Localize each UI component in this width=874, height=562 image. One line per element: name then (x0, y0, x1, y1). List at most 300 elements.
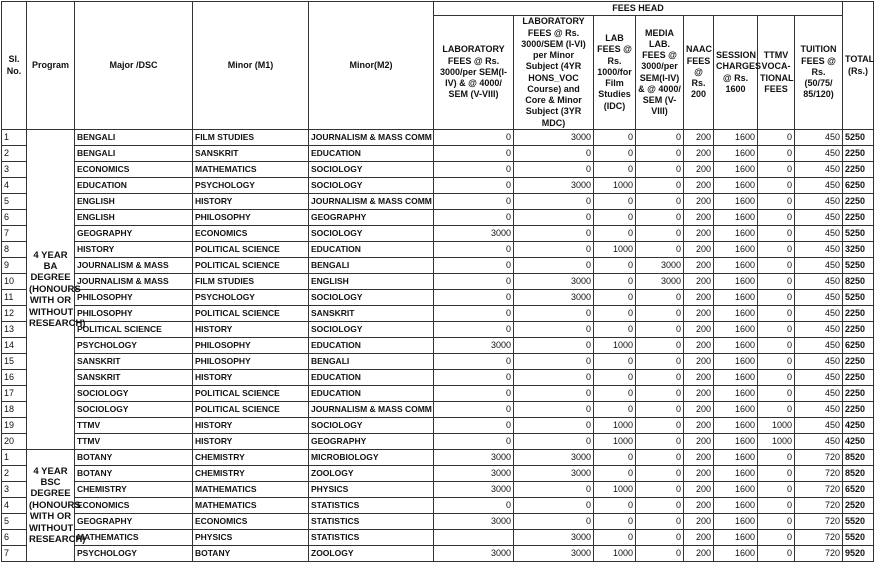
media-lab-fees-cell: 0 (636, 338, 684, 354)
total-cell: 2250 (843, 194, 874, 210)
session-charges-cell: 1600 (714, 162, 758, 178)
film-lab-fees-cell: 0 (594, 370, 636, 386)
table-row (2, 514, 874, 530)
major-cell: PSYCHOLOGY (75, 338, 193, 354)
total-cell: 5250 (843, 226, 874, 242)
film-lab-fees-cell: 1000 (594, 418, 636, 434)
media-lab-fees-cell: 0 (636, 290, 684, 306)
minor-lab-fees-cell: 0 (514, 370, 594, 386)
serial-number: 15 (2, 354, 27, 370)
film-lab-fees-cell: 1000 (594, 178, 636, 194)
media-lab-fees-cell: 3000 (636, 274, 684, 290)
media-lab-fees-cell: 0 (636, 402, 684, 418)
minor1-cell: PSYCHOLOGY (193, 178, 309, 194)
tuition-fees-cell: 450 (795, 162, 843, 178)
naac-fees-cell: 200 (684, 498, 714, 514)
film-lab-fees-cell: 0 (594, 274, 636, 290)
header-total: TOTAL (Rs.) (843, 2, 874, 130)
naac-fees-cell: 200 (684, 370, 714, 386)
minor1-cell: FILM STUDIES (193, 130, 309, 146)
minor-lab-fees-cell: 0 (514, 242, 594, 258)
major-cell: MATHEMATICS (75, 530, 193, 546)
ttmv-fees-cell: 0 (758, 162, 795, 178)
media-lab-fees-cell: 0 (636, 434, 684, 450)
minor1-cell: POLITICAL SCIENCE (193, 258, 309, 274)
serial-number: 20 (2, 434, 27, 450)
tuition-fees-cell: 450 (795, 354, 843, 370)
lab-fees-cell: 3000 (434, 482, 514, 498)
minor1-cell: FILM STUDIES (193, 274, 309, 290)
header-major: Major /DSC (75, 2, 193, 130)
film-lab-fees-cell: 0 (594, 322, 636, 338)
total-cell: 4250 (843, 418, 874, 434)
major-cell: POLITICAL SCIENCE (75, 322, 193, 338)
lab-fees-cell: 0 (434, 386, 514, 402)
minor-lab-fees-cell: 0 (514, 162, 594, 178)
minor1-cell: PHILOSOPHY (193, 210, 309, 226)
minor2-cell: JOURNALISM & MASS COMM (309, 402, 434, 418)
lab-fees-cell (434, 530, 514, 546)
major-cell: TTMV (75, 434, 193, 450)
naac-fees-cell: 200 (684, 274, 714, 290)
naac-fees-cell: 200 (684, 546, 714, 562)
media-lab-fees-cell: 0 (636, 370, 684, 386)
naac-fees-cell: 200 (684, 146, 714, 162)
serial-number: 3 (2, 162, 27, 178)
ttmv-fees-cell: 0 (758, 274, 795, 290)
film-lab-fees-cell: 0 (594, 226, 636, 242)
ttmv-fees-cell: 0 (758, 130, 795, 146)
minor2-cell: EDUCATION (309, 370, 434, 386)
ttmv-fees-cell: 0 (758, 354, 795, 370)
minor2-cell: JOURNALISM & MASS COMM (309, 130, 434, 146)
table-row (2, 146, 874, 162)
lab-fees-cell: 3000 (434, 466, 514, 482)
film-lab-fees-cell: 0 (594, 514, 636, 530)
ttmv-fees-cell: 0 (758, 290, 795, 306)
serial-number: 7 (2, 546, 27, 562)
table-row (2, 450, 874, 466)
lab-fees-cell: 0 (434, 210, 514, 226)
session-charges-cell: 1600 (714, 498, 758, 514)
tuition-fees-cell: 450 (795, 306, 843, 322)
minor2-cell: ENGLISH (309, 274, 434, 290)
minor-lab-fees-cell: 0 (514, 418, 594, 434)
minor1-cell: ECONOMICS (193, 226, 309, 242)
ttmv-fees-cell: 0 (758, 146, 795, 162)
film-lab-fees-cell: 0 (594, 258, 636, 274)
session-charges-cell: 1600 (714, 450, 758, 466)
major-cell: GEOGRAPHY (75, 514, 193, 530)
minor2-cell: SOCIOLOGY (309, 322, 434, 338)
tuition-fees-cell: 450 (795, 386, 843, 402)
serial-number: 1 (2, 130, 27, 146)
minor1-cell: HISTORY (193, 418, 309, 434)
total-cell: 9520 (843, 546, 874, 562)
minor-lab-fees-cell: 0 (514, 386, 594, 402)
minor2-cell: EDUCATION (309, 146, 434, 162)
minor1-cell: POLITICAL SCIENCE (193, 306, 309, 322)
tuition-fees-cell: 450 (795, 370, 843, 386)
minor1-cell: PHYSICS (193, 530, 309, 546)
major-cell: EDUCATION (75, 178, 193, 194)
minor1-cell: CHEMISTRY (193, 466, 309, 482)
table-row (2, 354, 874, 370)
film-lab-fees-cell: 0 (594, 194, 636, 210)
tuition-fees-cell: 450 (795, 226, 843, 242)
minor-lab-fees-cell: 3000 (514, 466, 594, 482)
major-cell: ECONOMICS (75, 498, 193, 514)
serial-number: 7 (2, 226, 27, 242)
major-cell: SANSKRIT (75, 354, 193, 370)
minor-lab-fees-cell: 0 (514, 402, 594, 418)
film-lab-fees-cell: 1000 (594, 338, 636, 354)
minor1-cell: CHEMISTRY (193, 450, 309, 466)
table-row (2, 482, 874, 498)
lab-fees-cell: 0 (434, 402, 514, 418)
serial-number: 6 (2, 530, 27, 546)
minor2-cell: SANSKRIT (309, 306, 434, 322)
minor2-cell: SOCIOLOGY (309, 418, 434, 434)
serial-number: 6 (2, 210, 27, 226)
tuition-fees-cell: 720 (795, 514, 843, 530)
lab-fees-cell: 0 (434, 130, 514, 146)
total-cell: 2250 (843, 146, 874, 162)
session-charges-cell: 1600 (714, 306, 758, 322)
serial-number: 12 (2, 306, 27, 322)
media-lab-fees-cell: 0 (636, 546, 684, 562)
naac-fees-cell: 200 (684, 322, 714, 338)
table-row (2, 434, 874, 450)
film-lab-fees-cell: 0 (594, 210, 636, 226)
tuition-fees-cell: 720 (795, 450, 843, 466)
lab-fees-cell: 0 (434, 162, 514, 178)
naac-fees-cell: 200 (684, 258, 714, 274)
ttmv-fees-cell: 0 (758, 498, 795, 514)
tuition-fees-cell: 450 (795, 418, 843, 434)
table-row (2, 338, 874, 354)
major-cell: PSYCHOLOGY (75, 546, 193, 562)
total-cell: 5250 (843, 258, 874, 274)
program-cell: 4 YEAR BA DEGREE (HONOURS WITH OR WITHOUT RESEARCH) (27, 130, 75, 450)
naac-fees-cell: 200 (684, 466, 714, 482)
table-row (2, 386, 874, 402)
ttmv-fees-cell: 0 (758, 386, 795, 402)
minor2-cell: STATISTICS (309, 514, 434, 530)
tuition-fees-cell: 450 (795, 130, 843, 146)
table-row (2, 258, 874, 274)
ttmv-fees-cell: 0 (758, 530, 795, 546)
serial-number: 17 (2, 386, 27, 402)
ttmv-fees-cell: 0 (758, 370, 795, 386)
naac-fees-cell: 200 (684, 434, 714, 450)
minor-lab-fees-cell: 0 (514, 210, 594, 226)
major-cell: ECONOMICS (75, 162, 193, 178)
major-cell: PHILOSOPHY (75, 306, 193, 322)
session-charges-cell: 1600 (714, 514, 758, 530)
tuition-fees-cell: 720 (795, 466, 843, 482)
session-charges-cell: 1600 (714, 258, 758, 274)
tuition-fees-cell: 450 (795, 258, 843, 274)
media-lab-fees-cell: 3000 (636, 258, 684, 274)
film-lab-fees-cell: 0 (594, 130, 636, 146)
media-lab-fees-cell: 0 (636, 242, 684, 258)
serial-number: 1 (2, 450, 27, 466)
minor-lab-fees-cell: 0 (514, 226, 594, 242)
minor-lab-fees-cell: 0 (514, 306, 594, 322)
ttmv-fees-cell: 0 (758, 482, 795, 498)
ttmv-fees-cell: 0 (758, 450, 795, 466)
tuition-fees-cell: 450 (795, 434, 843, 450)
major-cell: SANSKRIT (75, 370, 193, 386)
header-film-lab-fees: LAB FEES @ Rs. 1000/for Film Studies (IDC) (594, 16, 636, 130)
film-lab-fees-cell: 0 (594, 162, 636, 178)
session-charges-cell: 1600 (714, 386, 758, 402)
total-cell: 6250 (843, 338, 874, 354)
table-row (2, 546, 874, 562)
minor1-cell: MATHEMATICS (193, 162, 309, 178)
lab-fees-cell: 3000 (434, 514, 514, 530)
major-cell: HISTORY (75, 242, 193, 258)
tuition-fees-cell: 450 (795, 146, 843, 162)
media-lab-fees-cell: 0 (636, 194, 684, 210)
total-cell: 6250 (843, 178, 874, 194)
minor1-cell: HISTORY (193, 194, 309, 210)
ttmv-fees-cell: 0 (758, 258, 795, 274)
table-row (2, 402, 874, 418)
minor-lab-fees-cell: 0 (514, 258, 594, 274)
header-sl: Sl. No. (2, 2, 27, 130)
tuition-fees-cell: 450 (795, 338, 843, 354)
media-lab-fees-cell: 0 (636, 226, 684, 242)
ttmv-fees-cell: 0 (758, 178, 795, 194)
media-lab-fees-cell: 0 (636, 130, 684, 146)
media-lab-fees-cell: 0 (636, 530, 684, 546)
total-cell: 4250 (843, 434, 874, 450)
total-cell: 2250 (843, 370, 874, 386)
lab-fees-cell: 3000 (434, 450, 514, 466)
total-cell: 6520 (843, 482, 874, 498)
film-lab-fees-cell: 0 (594, 450, 636, 466)
serial-number: 19 (2, 418, 27, 434)
header-naac-fees: NAAC FEES @ Rs. 200 (684, 16, 714, 130)
media-lab-fees-cell: 0 (636, 178, 684, 194)
tuition-fees-cell: 720 (795, 546, 843, 562)
minor2-cell: BENGALI (309, 354, 434, 370)
session-charges-cell: 1600 (714, 130, 758, 146)
minor1-cell: HISTORY (193, 370, 309, 386)
film-lab-fees-cell: 1000 (594, 482, 636, 498)
session-charges-cell: 1600 (714, 482, 758, 498)
ttmv-fees-cell: 0 (758, 402, 795, 418)
ttmv-fees-cell: 0 (758, 242, 795, 258)
serial-number: 3 (2, 482, 27, 498)
minor1-cell: SANSKRIT (193, 146, 309, 162)
lab-fees-cell: 0 (434, 354, 514, 370)
ttmv-fees-cell: 0 (758, 514, 795, 530)
serial-number: 14 (2, 338, 27, 354)
table-row (2, 290, 874, 306)
lab-fees-cell: 3000 (434, 226, 514, 242)
minor2-cell: ZOOLOGY (309, 466, 434, 482)
minor1-cell: PSYCHOLOGY (193, 290, 309, 306)
minor-lab-fees-cell: 0 (514, 434, 594, 450)
major-cell: GEOGRAPHY (75, 226, 193, 242)
header-program: Program (27, 2, 75, 130)
minor2-cell: GEOGRAPHY (309, 210, 434, 226)
film-lab-fees-cell: 0 (594, 146, 636, 162)
lab-fees-cell: 0 (434, 498, 514, 514)
media-lab-fees-cell: 0 (636, 498, 684, 514)
minor2-cell: BENGALI (309, 258, 434, 274)
ttmv-fees-cell: 0 (758, 306, 795, 322)
naac-fees-cell: 200 (684, 226, 714, 242)
major-cell: JOURNALISM & MASS (75, 258, 193, 274)
table-row (2, 370, 874, 386)
serial-number: 16 (2, 370, 27, 386)
major-cell: ENGLISH (75, 210, 193, 226)
minor-lab-fees-cell: 0 (514, 514, 594, 530)
serial-number: 4 (2, 498, 27, 514)
media-lab-fees-cell: 0 (636, 386, 684, 402)
media-lab-fees-cell: 0 (636, 354, 684, 370)
major-cell: SOCIOLOGY (75, 386, 193, 402)
minor1-cell: MATHEMATICS (193, 498, 309, 514)
tuition-fees-cell: 450 (795, 402, 843, 418)
naac-fees-cell: 200 (684, 178, 714, 194)
naac-fees-cell: 200 (684, 194, 714, 210)
minor-lab-fees-cell: 3000 (514, 530, 594, 546)
total-cell: 2250 (843, 210, 874, 226)
tuition-fees-cell: 450 (795, 242, 843, 258)
tuition-fees-cell: 720 (795, 482, 843, 498)
session-charges-cell: 1600 (714, 370, 758, 386)
film-lab-fees-cell: 1000 (594, 546, 636, 562)
media-lab-fees-cell: 0 (636, 210, 684, 226)
table-row (2, 194, 874, 210)
ttmv-fees-cell: 0 (758, 226, 795, 242)
table-row (2, 130, 874, 146)
ttmv-fees-cell: 1000 (758, 418, 795, 434)
minor1-cell: HISTORY (193, 434, 309, 450)
film-lab-fees-cell: 1000 (594, 434, 636, 450)
session-charges-cell: 1600 (714, 546, 758, 562)
header-fees-head: FEES HEAD (434, 2, 843, 16)
ttmv-fees-cell: 0 (758, 466, 795, 482)
naac-fees-cell: 200 (684, 386, 714, 402)
total-cell: 5520 (843, 514, 874, 530)
tuition-fees-cell: 720 (795, 530, 843, 546)
fees-table (1, 1, 874, 562)
total-cell: 3250 (843, 242, 874, 258)
minor-lab-fees-cell: 3000 (514, 290, 594, 306)
lab-fees-cell: 0 (434, 306, 514, 322)
tuition-fees-cell: 450 (795, 210, 843, 226)
session-charges-cell: 1600 (714, 210, 758, 226)
major-cell: BENGALI (75, 130, 193, 146)
lab-fees-cell: 0 (434, 258, 514, 274)
ttmv-fees-cell: 0 (758, 338, 795, 354)
table-row (2, 178, 874, 194)
total-cell: 2250 (843, 322, 874, 338)
minor-lab-fees-cell: 0 (514, 194, 594, 210)
lab-fees-cell: 0 (434, 242, 514, 258)
fees-table-body (2, 130, 874, 562)
session-charges-cell: 1600 (714, 402, 758, 418)
naac-fees-cell: 200 (684, 130, 714, 146)
serial-number: 13 (2, 322, 27, 338)
minor1-cell: POLITICAL SCIENCE (193, 242, 309, 258)
minor1-cell: MATHEMATICS (193, 482, 309, 498)
media-lab-fees-cell: 0 (636, 514, 684, 530)
film-lab-fees-cell: 0 (594, 498, 636, 514)
film-lab-fees-cell: 0 (594, 386, 636, 402)
minor1-cell: PHILOSOPHY (193, 338, 309, 354)
session-charges-cell: 1600 (714, 194, 758, 210)
minor-lab-fees-cell: 3000 (514, 546, 594, 562)
session-charges-cell: 1600 (714, 466, 758, 482)
total-cell: 8520 (843, 466, 874, 482)
table-row (2, 162, 874, 178)
table-row (2, 226, 874, 242)
media-lab-fees-cell: 0 (636, 466, 684, 482)
ttmv-fees-cell: 0 (758, 210, 795, 226)
tuition-fees-cell: 450 (795, 274, 843, 290)
film-lab-fees-cell: 0 (594, 402, 636, 418)
total-cell: 5250 (843, 130, 874, 146)
session-charges-cell: 1600 (714, 434, 758, 450)
session-charges-cell: 1600 (714, 338, 758, 354)
minor-lab-fees-cell: 0 (514, 338, 594, 354)
tuition-fees-cell: 450 (795, 290, 843, 306)
ttmv-fees-cell: 1000 (758, 434, 795, 450)
media-lab-fees-cell: 0 (636, 418, 684, 434)
minor2-cell: SOCIOLOGY (309, 162, 434, 178)
ttmv-fees-cell: 0 (758, 322, 795, 338)
session-charges-cell: 1600 (714, 290, 758, 306)
lab-fees-cell: 0 (434, 290, 514, 306)
minor-lab-fees-cell: 0 (514, 354, 594, 370)
session-charges-cell: 1600 (714, 418, 758, 434)
total-cell: 5520 (843, 530, 874, 546)
lab-fees-cell: 0 (434, 322, 514, 338)
header-lab-fees: LABORATORY FEES @ Rs. 3000/per SEM(I-IV) & @ 4000/ SEM (V-VIII) (434, 16, 514, 130)
total-cell: 2250 (843, 402, 874, 418)
minor-lab-fees-cell: 3000 (514, 450, 594, 466)
minor2-cell: SOCIOLOGY (309, 290, 434, 306)
major-cell: PHILOSOPHY (75, 290, 193, 306)
minor-lab-fees-cell: 0 (514, 146, 594, 162)
lab-fees-cell: 0 (434, 146, 514, 162)
naac-fees-cell: 200 (684, 450, 714, 466)
major-cell: ENGLISH (75, 194, 193, 210)
naac-fees-cell: 200 (684, 290, 714, 306)
lab-fees-cell: 3000 (434, 546, 514, 562)
lab-fees-cell: 0 (434, 194, 514, 210)
film-lab-fees-cell: 0 (594, 466, 636, 482)
table-row (2, 322, 874, 338)
film-lab-fees-cell: 0 (594, 290, 636, 306)
major-cell: CHEMISTRY (75, 482, 193, 498)
major-cell: BOTANY (75, 466, 193, 482)
session-charges-cell: 1600 (714, 322, 758, 338)
serial-number: 2 (2, 146, 27, 162)
ttmv-fees-cell: 0 (758, 546, 795, 562)
header-minor2: Minor(M2) (309, 2, 434, 130)
minor-lab-fees-cell: 3000 (514, 130, 594, 146)
naac-fees-cell: 200 (684, 514, 714, 530)
lab-fees-cell: 0 (434, 418, 514, 434)
